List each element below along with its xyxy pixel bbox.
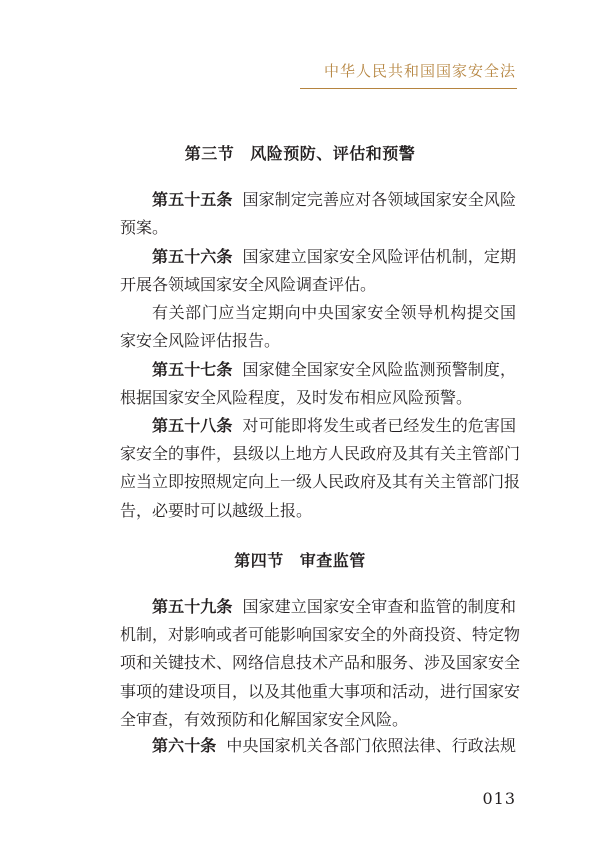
article-60-label: 第六十条 [152,736,217,755]
article-59-line-1: 国家建立国家安全审查和监管的制度和 [242,597,516,616]
article-55-line-1: 国家制定完善应对各领域国家安全风险 [242,190,516,209]
article-55-line-2: 预案。 [120,218,169,238]
article-59 [120,593,521,734]
article-59-line-5: 全审查，有效预防和化解国家安全风险。 [120,709,409,729]
article-58-line-1: 对可能即将发生或者已经发生的危害国 [242,416,516,435]
header-rule [300,88,517,89]
article-59-line-3: 项和关键技术、网络信息技术产品和服务、涉及国家安全 [120,653,521,673]
article-58 [120,412,521,525]
article-56-line-1: 国家建立国家安全风险评估机制，定期 [242,247,516,266]
article-58-label: 第五十八条 [152,416,233,435]
section-4-heading: 审查监管 [299,551,366,570]
article-55 [120,186,516,242]
section-3-number: 第三节 [184,144,235,163]
section-3-heading: 风险预防、评估和预警 [250,144,416,163]
page-number: 013 [482,789,516,808]
article-60 [120,732,516,760]
article-58-line-2: 家安全的事件，县级以上地方人民政府及其有关主管部门 [120,444,521,464]
article-56-para2-line-2: 家安全风险评估报告。 [120,331,281,351]
article-56 [120,243,516,299]
section-3-title [0,141,600,164]
article-56-line-2: 开展各领域国家安全风险调查评估。 [120,275,377,295]
article-58-line-4: 告，必要时可以越级上报。 [120,500,313,520]
article-55-label: 第五十五条 [152,190,233,209]
article-56-para2-line-1: 有关部门应当定期向中央国家安全领导机构提交国 [152,303,516,322]
running-head: 中华人民共和国国家安全法 [323,62,516,80]
article-57-line-2: 根据国家安全风险程度，及时发布相应风险预警。 [120,388,473,408]
article-57-label: 第五十七条 [152,360,233,379]
article-57-line-1: 国家健全国家安全风险监测预警制度， [242,360,516,379]
article-59-line-4: 事项的建设项目，以及其他重大事项和活动，进行国家安 [120,681,521,701]
section-4-title [0,548,600,571]
article-59-line-2: 机制，对影响或者可能影响国家安全的外商投资、特定物 [120,625,521,645]
article-56-label: 第五十六条 [152,247,233,266]
article-60-line-1: 中央国家机关各部门依照法律、行政法规 [226,736,516,755]
article-57 [120,356,516,412]
article-56-paragraph-2 [120,299,516,355]
section-4-number: 第四节 [234,551,284,570]
article-59-label: 第五十九条 [152,597,233,616]
article-58-line-3: 应当立即按照规定向上一级人民政府及其有关主管部门报 [120,472,521,492]
